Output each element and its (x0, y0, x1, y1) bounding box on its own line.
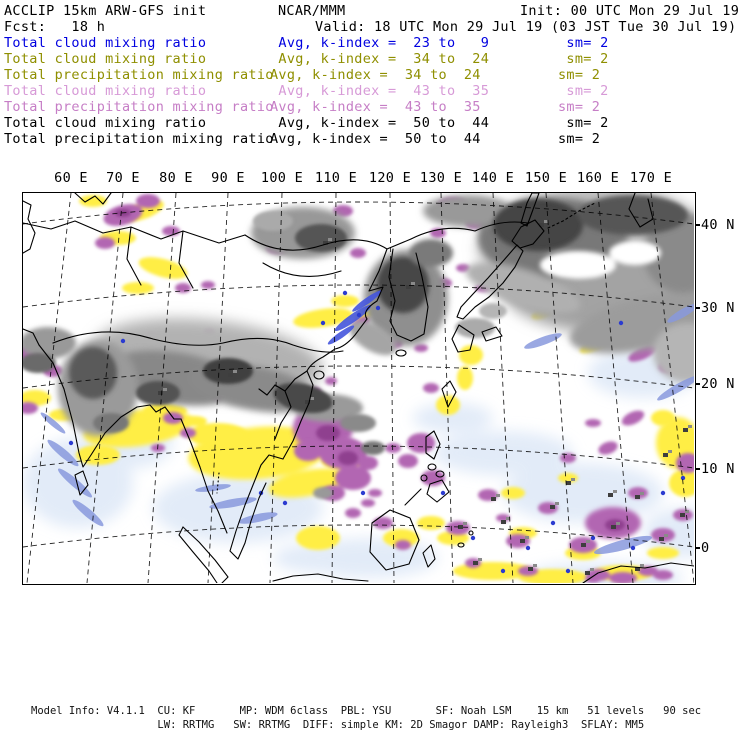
lat-tick-label: 30 N (701, 300, 735, 316)
smoothing: sm= 2 (558, 51, 609, 67)
model-config-line2: LW: RRTMG SW: RRTMG DIFF: simple KM: 2D Smagor DAMP: Rayleigh3 SFLAY: MM5 (31, 719, 645, 731)
lat-tick-label: 0 (701, 540, 710, 556)
layer-label: Total cloud mixing ratio (4, 35, 207, 51)
weather-map-canvas (23, 193, 694, 583)
smoothing: sm= 2 (558, 131, 601, 147)
lon-tick-label: 130 E (419, 170, 463, 186)
layer-label: Total precipitation mixing ratio (4, 131, 274, 147)
layer-label: Total precipitation mixing ratio (4, 67, 274, 83)
lon-tick-label: 80 E (159, 170, 193, 186)
smoothing: sm= 2 (558, 99, 601, 115)
smoothing: sm= 2 (558, 67, 601, 83)
smoothing: sm= 2 (558, 115, 609, 131)
layer-label: Total cloud mixing ratio (4, 51, 207, 67)
lon-tick-label: 70 E (106, 170, 140, 186)
smoothing: sm= 2 (558, 83, 609, 99)
lon-tick-label: 140 E (471, 170, 515, 186)
k-index-stat: Avg, k-index = 34 to 24 (270, 51, 490, 67)
lon-tick-label: 170 E (629, 170, 673, 186)
lon-tick-label: 90 E (211, 170, 245, 186)
lat-tick-label: 10 N (701, 461, 735, 477)
lon-tick-label: 160 E (576, 170, 620, 186)
k-index-stat: Avg, k-index = 34 to 24 (270, 67, 481, 83)
map-frame (22, 192, 696, 585)
model-title: ACCLIP 15km ARW-GFS init (4, 3, 207, 19)
forecast-hour: Fcst: 18 h (4, 19, 106, 35)
k-index-stat: Avg, k-index = 43 to 35 (270, 99, 481, 115)
lon-tick-label: 110 E (314, 170, 358, 186)
lon-tick-label: 120 E (368, 170, 412, 186)
k-index-stat: Avg, k-index = 43 to 35 (270, 83, 490, 99)
center-name: NCAR/MMM (278, 3, 346, 19)
layer-label: Total precipitation mixing ratio (4, 99, 274, 115)
k-index-stat: Avg, k-index = 50 to 44 (270, 131, 481, 147)
model-config-line1: Model Info: V4.1.1 CU: KF MP: WDM 6class PBL: YSU SF: Noah LSM 15 km 51 levels 90 sec (31, 705, 702, 717)
k-index-stat: Avg, k-index = 23 to 9 (270, 35, 490, 51)
lat-tick-label: 20 N (701, 376, 735, 392)
layer-label: Total cloud mixing ratio (4, 115, 207, 131)
valid-time: Valid: 18 UTC Mon 29 Jul 19 (03 JST Tue 30 Jul 19) (315, 19, 737, 35)
lon-tick-label: 100 E (260, 170, 304, 186)
lat-tick-label: 40 N (701, 217, 735, 233)
k-index-stat: Avg, k-index = 50 to 44 (270, 115, 490, 131)
init-time: Init: 00 UTC Mon 29 Jul 19 (520, 3, 740, 19)
lon-tick-label: 60 E (54, 170, 88, 186)
smoothing: sm= 2 (558, 35, 609, 51)
layer-label: Total cloud mixing ratio (4, 83, 207, 99)
lon-tick-label: 150 E (524, 170, 568, 186)
